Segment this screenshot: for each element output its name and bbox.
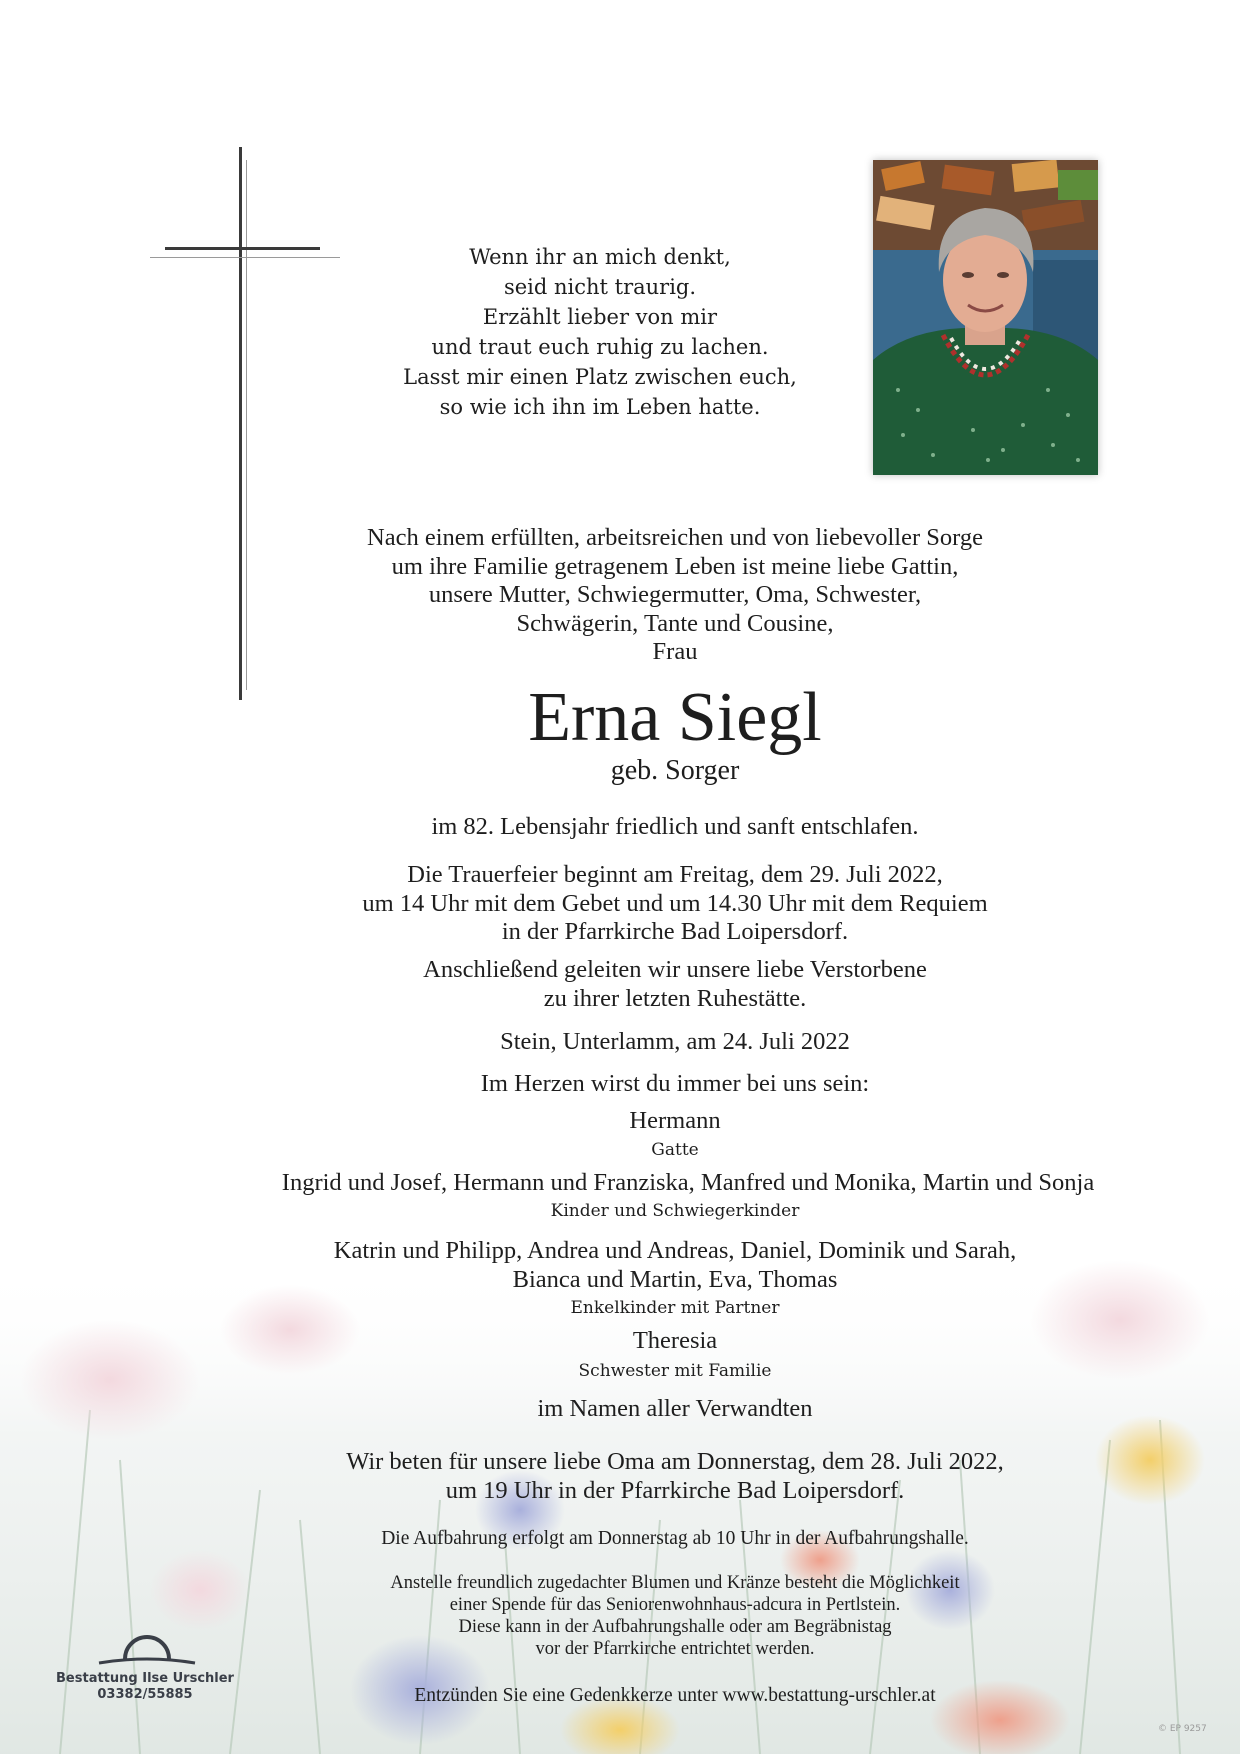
poem-line: Lasst mir einen Platz zwischen euch, <box>403 365 797 389</box>
deceased-name: Erna Siegl <box>528 679 822 756</box>
donation-line: Anstelle freundlich zugedachter Blumen und Kränze besteht die Möglichkeit <box>390 1573 960 1593</box>
heart-line: Im Herzen wirst du immer bei uns sein: <box>480 1070 870 1097</box>
donation-line: vor der Pfarrkirche entrichtet werden. <box>535 1639 815 1659</box>
mourner-sister: Theresia <box>632 1327 718 1354</box>
passing-text: im 82. Lebensjahr friedlich und sanft entschlafen. <box>431 813 919 840</box>
intro-line: um ihre Familie getragenem Leben ist meine liebe Gattin, <box>391 552 959 580</box>
poem-line: Wenn ihr an mich denkt, <box>469 245 731 269</box>
prayer-line: um 19 Uhr in der Pfarrkirche Bad Loipersdorf. <box>445 1476 905 1504</box>
mourner-relation: Enkelkinder mit Partner <box>570 1298 780 1318</box>
donation-line: Diese kann in der Aufbahrungshalle oder am Begräbnistag <box>458 1617 892 1637</box>
cross-beam <box>165 247 320 250</box>
sunset-logo-icon <box>97 1625 197 1667</box>
funeral-home-logo <box>45 1625 245 1703</box>
funeral-line: um 14 Uhr mit dem Gebet und um 14.30 Uhr mit dem Requiem <box>362 889 988 917</box>
funeral-text <box>55 861 1240 947</box>
viewing-text: Die Aufbahrung erfolgt am Donnerstag ab 10 Uhr in der Aufbahrungshalle. <box>381 1528 969 1549</box>
poem-line: seid nicht traurig. <box>503 275 697 299</box>
place-date: Stein, Unterlamm, am 24. Juli 2022 <box>500 1028 850 1055</box>
mourner-husband: Hermann <box>629 1107 721 1134</box>
poem-line: Erzählt lieber von mir <box>482 305 718 329</box>
burial-line: Anschließend geleiten wir unsere liebe Verstorbene <box>423 956 927 983</box>
burial-line: zu ihrer letzten Ruhestätte. <box>543 984 807 1012</box>
logo-name: Bestattung Ilse Urschler <box>56 1671 234 1686</box>
candle-link[interactable]: Entzünden Sie eine Gedenkkerze unter www.bestattung-urschler.at <box>414 1685 936 1706</box>
intro-line: Frau <box>652 638 698 665</box>
funeral-line: in der Pfarrkirche Bad Loipersdorf. <box>501 918 849 945</box>
print-code: © EP 9257 <box>1158 1724 1207 1734</box>
intro-line: Nach einem erfüllten, arbeitsreichen und von liebevoller Sorge <box>367 524 983 551</box>
prayer-text <box>55 1448 1240 1505</box>
intro-line: unsere Mutter, Schwiegermutter, Oma, Schwester, <box>428 581 922 608</box>
cross-shadow-horizontal <box>150 257 340 258</box>
mourner-grandchildren: Katrin und Philipp, Andrea und Andreas, Daniel, Dominik und Sarah, <box>333 1237 1017 1264</box>
mourner-all: im Namen aller Verwandten <box>537 1395 813 1422</box>
poem-line: so wie ich ihn im Leben hatte. <box>439 395 761 419</box>
poem-line: und traut euch ruhig zu lachen. <box>431 335 769 359</box>
mourner-relation: Gatte <box>651 1140 699 1160</box>
intro-line: Schwägerin, Tante und Cousine, <box>516 609 834 637</box>
mourner-grandchildren: Bianca und Martin, Eva, Thomas <box>512 1266 838 1293</box>
mourner-children: Ingrid und Josef, Hermann und Franziska, Manfred und Monika, Martin und Sonja <box>281 1169 1095 1196</box>
donation-line: einer Spende für das Seniorenwohnhaus-adcura in Pertlstein. <box>449 1595 901 1615</box>
mourner-relation: Schwester mit Familie <box>578 1361 772 1381</box>
burial-text <box>55 956 1240 1013</box>
poem <box>380 242 820 422</box>
prayer-line: Wir beten für unsere liebe Oma am Donnerstag, dem 28. Juli 2022, <box>346 1448 1004 1475</box>
maiden-name: geb. Sorger <box>610 755 740 786</box>
portrait-photo <box>873 160 1098 475</box>
intro-text <box>55 524 1240 667</box>
logo-phone: 03382/55885 <box>97 1687 193 1702</box>
mourner-relation: Kinder und Schwiegerkinder <box>550 1201 800 1221</box>
funeral-line: Die Trauerfeier beginnt am Freitag, dem 29. Juli 2022, <box>407 861 943 888</box>
